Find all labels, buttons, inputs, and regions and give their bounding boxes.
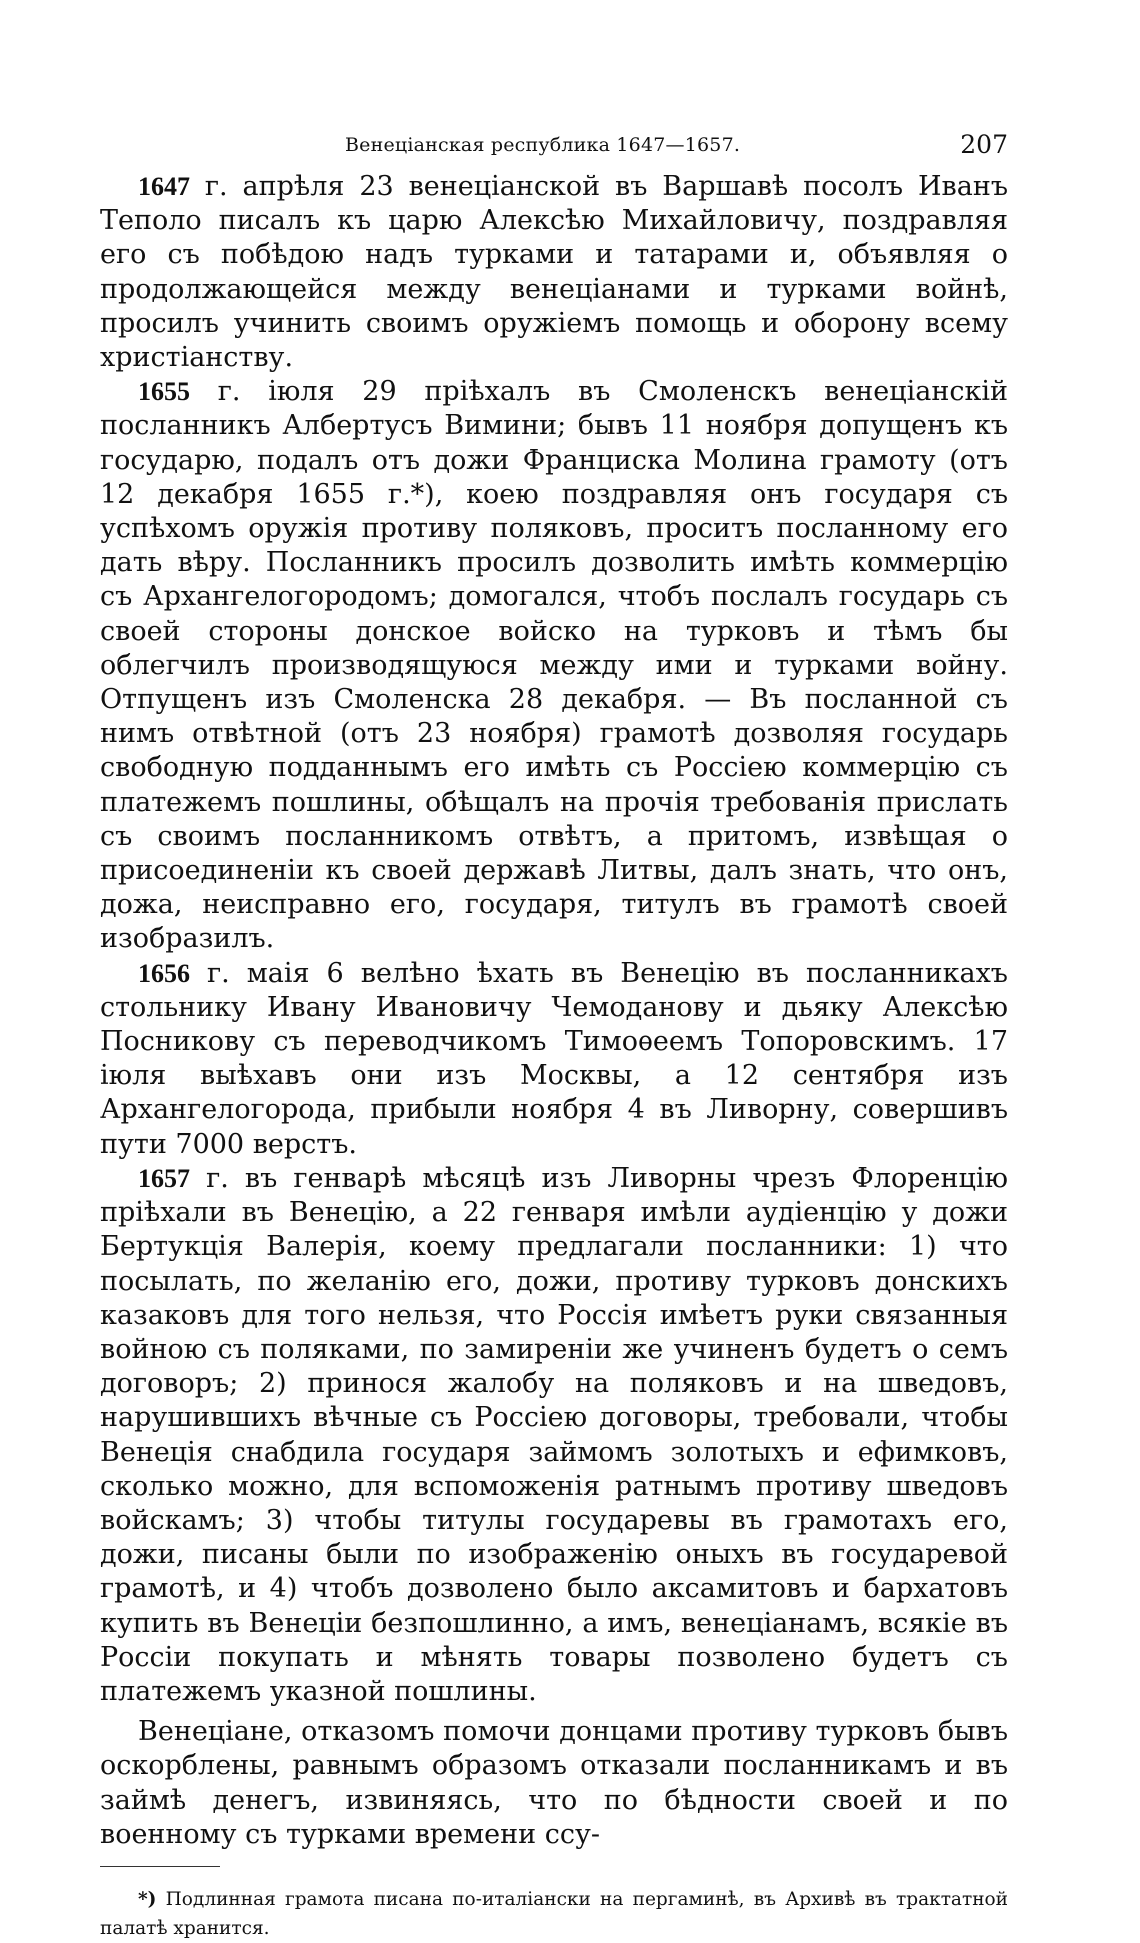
paragraph-text: г. маія 6 велѣно ѣхать въ Венецію въ посланникахъ стольнику Ивану Ивановичу Чемоданову и дьяку Алексѣю Посникову съ переводчикомъ Тимоѳеемъ Топоровскимъ. 17 іюля выѣхавъ они изъ Москвы, а 12 сентября изъ Архангелогорода, прибыли ноября 4 въ Ливорну, совершивъ пути 7000 верстъ. xyxy=(100,957,1008,1160)
year-heading: 1647 xyxy=(138,172,190,201)
year-heading: 1656 xyxy=(138,958,190,988)
body-text xyxy=(100,170,1008,1852)
year-heading: 1657 xyxy=(138,1163,190,1193)
paragraph-text: г. апрѣля 23 венеціанской въ Варшавѣ посолъ Иванъ Теполо писалъ къ царю Алексѣю Михайловичу, поздравляя его съ побѣдою надъ турками и татарами и, объявляя о продолжающейся между венеціанами и турками войнѣ, просилъ учинить своимъ оружіемъ помощь и оборону всему христіанству. xyxy=(100,171,1008,374)
footnote-text: Подлинная грамота писана по-италіански на пергаминѣ, въ Архивѣ въ трактатной палатѣ хранится. xyxy=(100,1888,1008,1939)
year-heading: 1655 xyxy=(138,377,190,407)
book-page xyxy=(100,130,1008,1943)
footnote-rule xyxy=(100,1866,220,1867)
footnote xyxy=(100,1885,1008,1943)
paragraph-text: Венеціане, отказомъ помочи донцами противу турковъ бывъ оскорблены, равнымъ образомъ отказали посланникамъ и въ займѣ денегъ, извиняясь, что по бѣдности своей и по военному съ турками времени ссу- xyxy=(100,1716,1008,1850)
paragraph-venetians xyxy=(100,1715,1008,1852)
paragraph-text: г. въ генварѣ мѣсяцѣ изъ Ливорны чрезъ Флоренцію пріѣхали въ Венецію, а 22 генваря имѣли аудіенцію у дожи Бертукція Валерія, коему предлагали посланники: 1) что посылать, по желанію его, дожи, противу турковъ донскихъ казаковъ для того нельзя, что Россія имѣетъ руки связанныя войною съ поляками, по замиреніи же учиненъ будетъ о семъ договоръ; 2) принося жалобу на поляковъ и на шведовъ, нарушившихъ вѣчные съ Россіею договоры, требовали, чтобы Венеція снабдила государя займомъ золотыхъ и ефимковъ, сколько можно, для вспоможенія ратнымъ противу шведовъ войскамъ; 3) чтобы титулы государевы въ грамотахъ его, дожи, писаны были по изображенію оныхъ въ государевой грамотѣ, и 4) чтобъ дозволено было аксамитовъ и бархатовъ купить въ Венеціи безпошлинно, а имъ, венеціанамъ, всякіе въ Россіи покупать и мѣнять товары позволено будетъ съ платежемъ указной пошлины. xyxy=(100,1162,1008,1707)
paragraph-1655 xyxy=(100,375,1008,956)
paragraph-1657 xyxy=(100,1162,1008,1709)
paragraph-text: г. іюля 29 пріѣхалъ въ Смоленскъ венеціанскій посланникъ Албертусъ Вимини; бывъ 11 ноября допущенъ къ государю, подалъ отъ дожи Франциска Молина грамоту (отъ 12 декабря 1655 г.*), коею поздравляя онъ государя съ успѣхомъ оружія противу поляковъ, проситъ посланному его дать вѣру. Посланникъ просилъ дозволить имѣть коммерцію съ Архангелогородомъ; домогался, чтобъ послалъ государь съ своей стороны донское войско на турковъ и тѣмъ бы облегчилъ производящуюся между ими и турками войну. Отпущенъ изъ Смоленска 28 декабря. — Въ посланной съ нимъ отвѣтной (отъ 23 ноября) грамотѣ дозволяя государь свободную подданнымъ его имѣть съ Россіею коммерцію съ платежемъ пошлины, обѣщалъ на прочія требованія прислать съ своимъ посланникомъ отвѣтъ, а притомъ, извѣщая о присоединеніи къ своей державѣ Литвы, далъ знать, что онъ, дожа, неисправно его, государя, титулъ въ грамотѣ своей изобразилъ. xyxy=(100,376,1008,955)
running-head: Венеціанская республика 1647—1657. xyxy=(345,134,741,156)
page-number: 207 xyxy=(960,130,1008,159)
footnote-marker: *) xyxy=(138,1888,157,1910)
page-header xyxy=(100,130,1008,170)
paragraph-1656 xyxy=(100,957,1008,1162)
paragraph-1647 xyxy=(100,170,1008,375)
